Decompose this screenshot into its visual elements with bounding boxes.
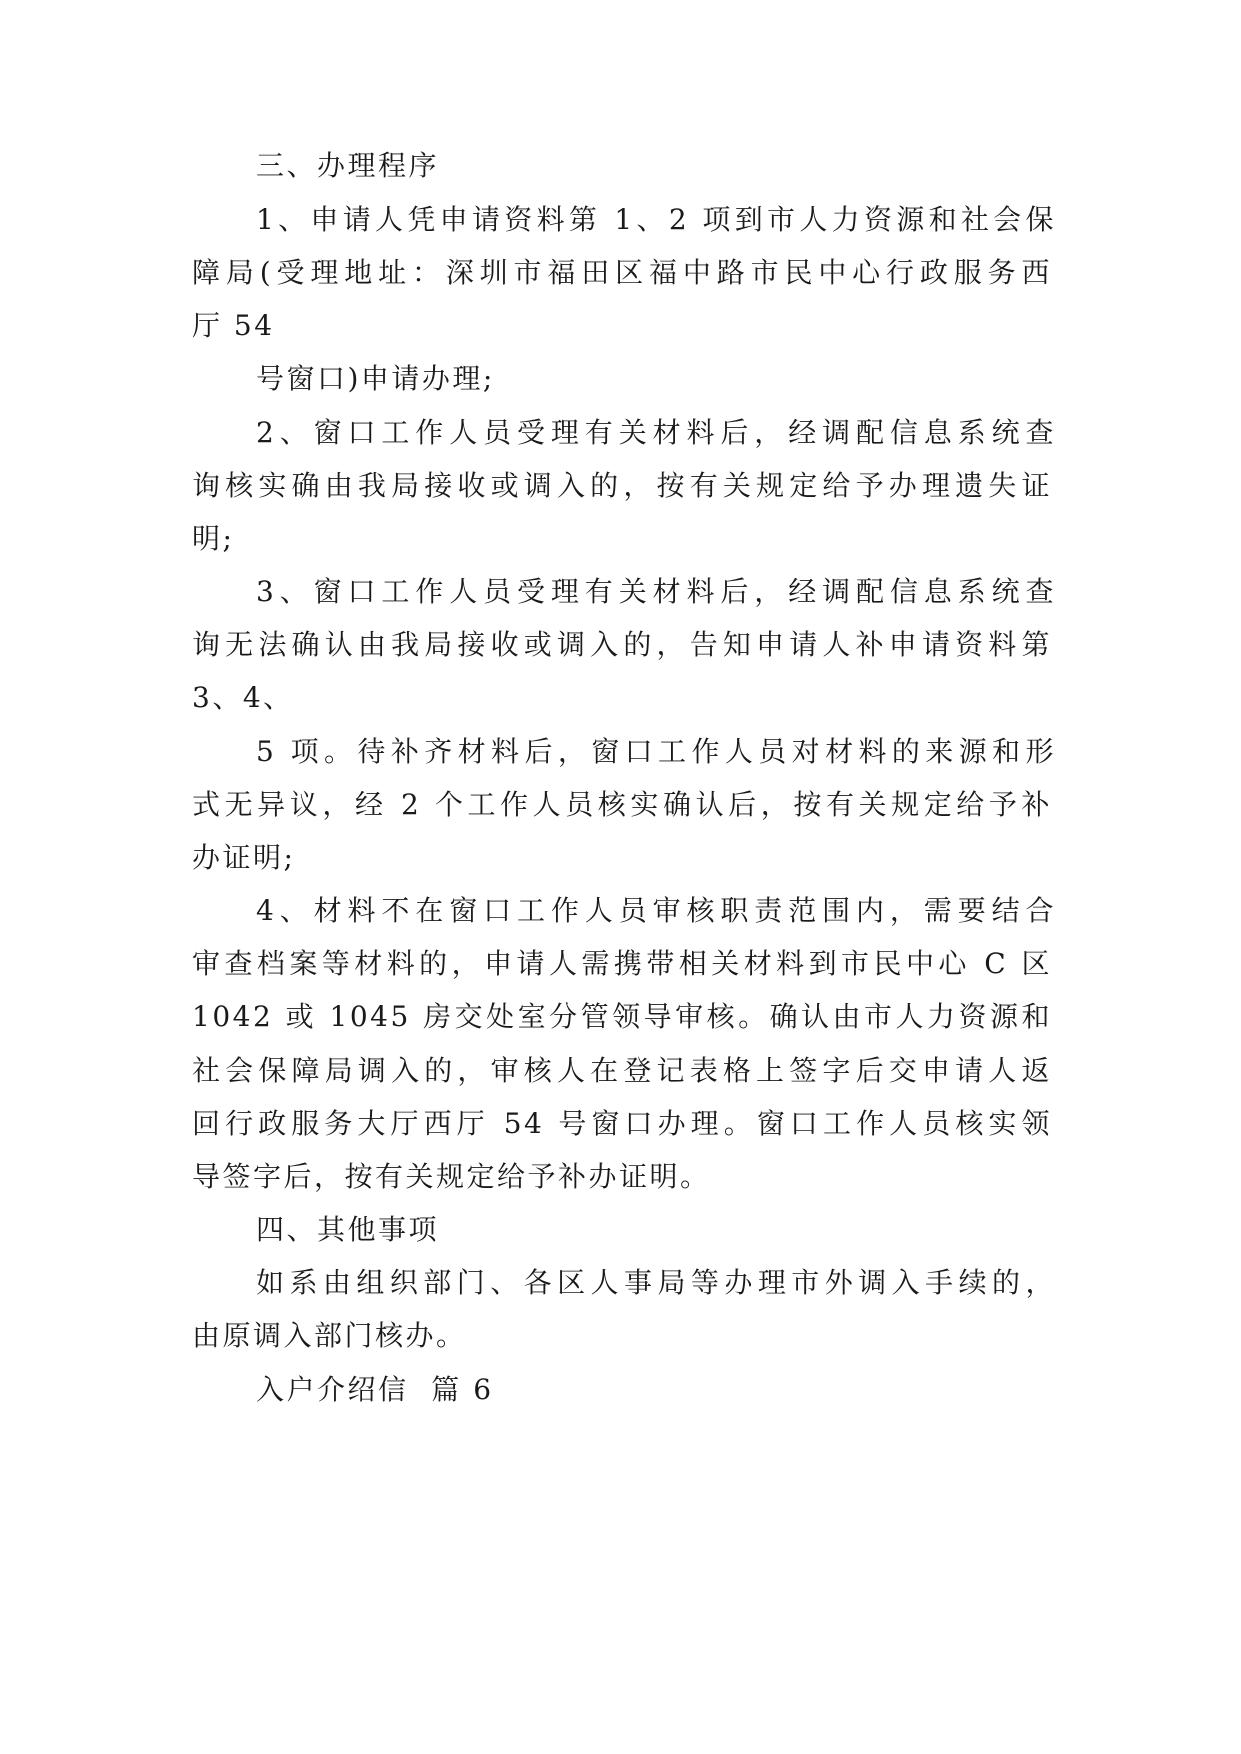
paragraph-line: 式无异议，经 2 个工作人员核实确认后，按有关规定给予补	[192, 788, 1052, 821]
paragraph-line: 1、申请人凭申请资料第 1、2 项到市人力资源和社会保	[256, 203, 1056, 236]
paragraph-line: 障局(受理地址：深圳市福田区福中路市民中心行政服务西	[192, 256, 1052, 289]
section-heading-procedure: 三、办理程序	[256, 149, 440, 182]
paragraph-line: 审查档案等材料的，申请人需携带相关材料到市民中心 C 区	[192, 947, 1052, 980]
chapter-title: 入户介绍信 篇 6	[256, 1373, 494, 1406]
paragraph-line: 4、材料不在窗口工作人员审核职责范围内，需要结合	[256, 894, 1056, 927]
paragraph-line: 号窗口)申请办理;	[256, 362, 495, 395]
paragraph-line: 办证明;	[192, 841, 296, 874]
paragraph-line: 询核实确由我局接收或调入的，按有关规定给予办理遗失证	[192, 469, 1052, 502]
paragraph-line: 3、4、	[192, 681, 294, 714]
paragraph-line: 由原调入部门核办。	[192, 1319, 467, 1352]
paragraph-line: 社会保障局调入的，审核人在登记表格上签字后交申请人返	[192, 1054, 1052, 1087]
paragraph-line: 如系由组织部门、各区人事局等办理市外调入手续的，	[256, 1266, 1056, 1299]
paragraph-line: 5 项。待补齐材料后，窗口工作人员对材料的来源和形	[256, 735, 1056, 768]
paragraph-line: 导签字后，按有关规定给予补办证明。	[192, 1160, 711, 1193]
paragraph-line: 明;	[192, 522, 235, 555]
paragraph-line: 1042 或 1045 房交处室分管领导审核。确认由市人力资源和	[192, 1000, 1052, 1033]
paragraph-line: 回行政服务大厅西厅 54 号窗口办理。窗口工作人员核实领	[192, 1107, 1052, 1140]
paragraph-line: 厅 54	[192, 309, 275, 342]
paragraph-line: 2、窗口工作人员受理有关材料后，经调配信息系统查	[256, 416, 1056, 449]
paragraph-line: 询无法确认由我局接收或调入的，告知申请人补申请资料第	[192, 628, 1052, 661]
paragraph-line: 3、窗口工作人员受理有关材料后，经调配信息系统查	[256, 575, 1056, 608]
section-heading-other: 四、其他事项	[256, 1213, 440, 1246]
